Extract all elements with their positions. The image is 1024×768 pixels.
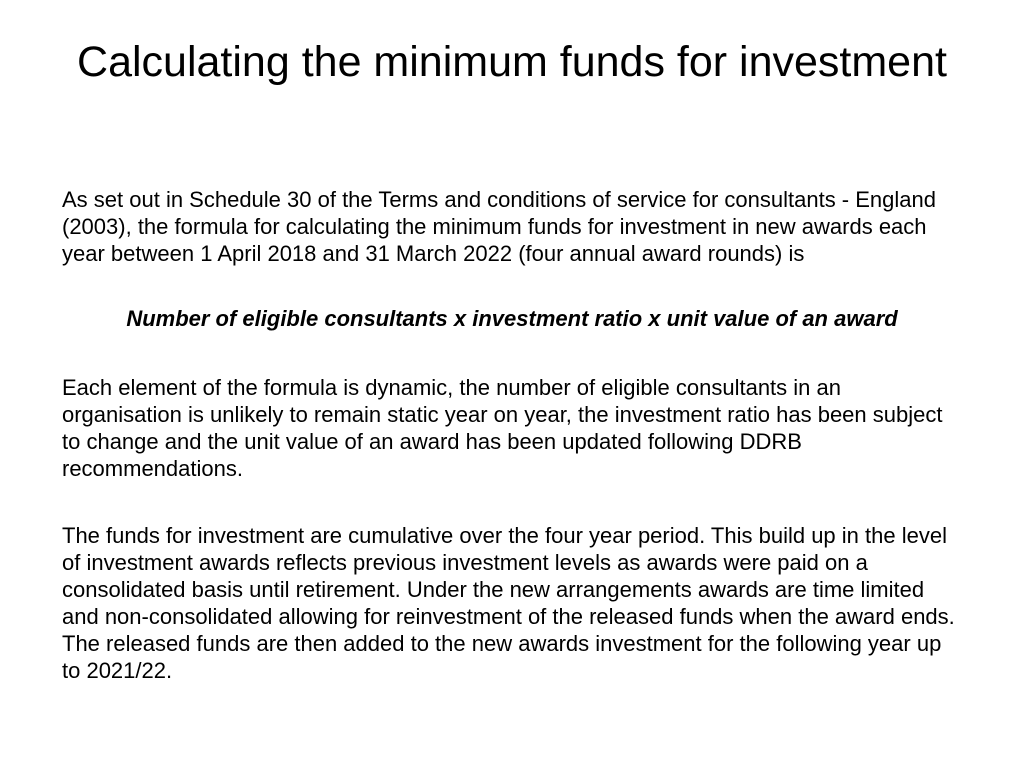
- formula-statement: Number of eligible consultants x investment ratio x unit value of an award: [126, 306, 898, 331]
- formula-elements-paragraph: Each element of the formula is dynamic, the number of eligible consultants in an organisation is unlikely to remain static year on year, the investment ratio has been subject to change and the unit value of an award has been updated following DDRB recommendations.: [62, 375, 943, 481]
- intro-paragraph: As set out in Schedule 30 of the Terms and conditions of service for consultants - England (2003), the formula for calculating the minimum funds for investment in new awards each year between 1 April 2018 and 31 March 2022 (four annual award rounds) is: [62, 187, 936, 266]
- cumulative-funds-paragraph: The funds for investment are cumulative over the four year period. This build up in the level of investment awards reflects previous investment levels as awards were paid on a consolidated basis until retirement. Under the new arrangements awards are time limited and non-consolidated allowing for reinvestment of the released funds when the award ends. The released funds are then added to the new awards investment for the following year up to 2021/22.: [62, 523, 955, 683]
- slide-body: [62, 186, 962, 684]
- slide-title: Calculating the minimum funds for investment: [77, 38, 947, 86]
